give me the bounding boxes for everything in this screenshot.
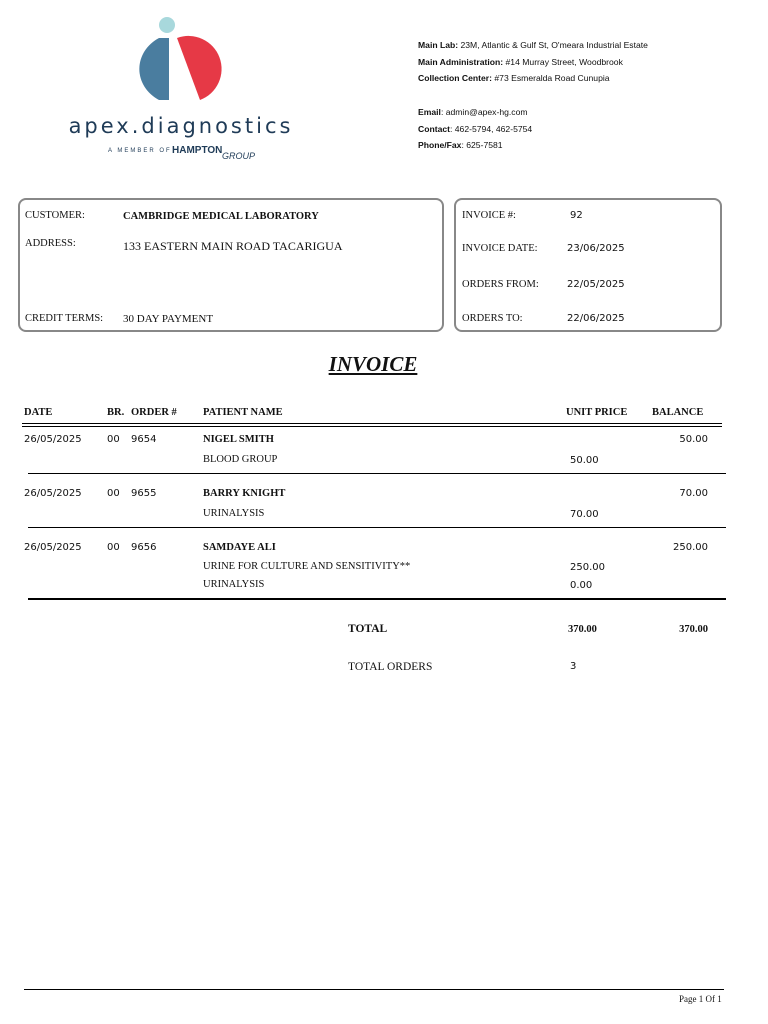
collection-label: Collection Center: [418, 73, 493, 83]
order-balance: 250.00 [673, 542, 708, 553]
phonefax-line: Phone/Fax: 625-7581 [418, 140, 503, 150]
orders-to-value: 22/06/2025 [567, 313, 625, 324]
test-price: 250.00 [570, 562, 605, 573]
main-lab-value: 23M, Atlantic & Gulf St, O'meara Industrial Estate [460, 40, 648, 50]
contact-value: 462-5794, 462-5754 [454, 124, 533, 134]
collection-line [418, 72, 610, 84]
total-orders-label: TOTAL ORDERS [348, 661, 433, 673]
email-line: Email: admin@apex-hg.com [418, 107, 528, 117]
invoice-number-value: 92 [570, 210, 583, 221]
test-name: BLOOD GROUP [203, 454, 278, 465]
order-date: 26/05/2025 [24, 542, 82, 553]
total-unit-price: 370.00 [568, 624, 597, 635]
patient-name: SAMDAYE ALI [203, 542, 276, 553]
order-date: 26/05/2025 [24, 488, 82, 499]
credit-terms-value: 30 DAY PAYMENT [123, 313, 214, 325]
patient-name: BARRY KNIGHT [203, 488, 286, 499]
test-price: 50.00 [570, 455, 599, 466]
logo-member-text: A MEMBER OF [108, 148, 172, 154]
test-name: URINALYSIS [203, 508, 265, 519]
table-end-rule [28, 598, 726, 600]
customer-name: CAMBRIDGE MEDICAL LABORATORY [123, 211, 319, 222]
order-number: 9654 [131, 434, 157, 445]
order-branch: 00 [107, 542, 120, 553]
invoice-number-label: INVOICE #: [462, 210, 516, 221]
email-label: Email [418, 107, 441, 117]
header-balance: BALANCE [652, 407, 704, 418]
orders-from-label: ORDERS FROM: [462, 279, 539, 290]
order-balance: 70.00 [679, 488, 708, 499]
main-lab-label: Main Lab: [418, 40, 459, 50]
invoice-title: INVOICE [328, 352, 418, 376]
address-value: 133 EASTERN MAIN ROAD TACARIGUA [123, 239, 343, 253]
header-order: ORDER # [131, 407, 177, 418]
phonefax-label: Phone/Fax [418, 140, 462, 150]
main-admin-label: Main Administration: [418, 57, 504, 67]
total-label: TOTAL [348, 623, 388, 635]
collection-value: #73 Esmeralda Road Cunupia [494, 73, 610, 83]
email-value: admin@apex-hg.com [445, 107, 528, 117]
credit-terms-label: CREDIT TERMS: [25, 313, 104, 324]
main-lab-line [418, 39, 648, 51]
order-number: 9655 [131, 488, 157, 499]
contact-line: Contact: 462-5794, 462-5754 [418, 124, 533, 134]
order-balance: 50.00 [679, 434, 708, 445]
patient-name: NIGEL SMITH [203, 434, 274, 445]
test-price: 70.00 [570, 509, 599, 520]
header-date: DATE [24, 407, 53, 418]
header-branch: BR. [107, 407, 125, 418]
test-price: 0.00 [570, 580, 593, 591]
main-admin-value: #14 Murray Street, Woodbrook [505, 57, 623, 67]
header-unit-price: UNIT PRICE [566, 407, 628, 418]
row-divider [28, 473, 726, 474]
orders-to-label: ORDERS TO: [462, 313, 523, 324]
header-rule-top [22, 423, 722, 424]
logo-mark-icon [50, 14, 312, 114]
orders-from-value: 22/05/2025 [567, 279, 625, 290]
header-patient: PATIENT NAME [203, 407, 283, 418]
logo-wordmark: apex.diagnostics [68, 114, 294, 138]
total-orders-count: 3 [570, 661, 577, 672]
order-date: 26/05/2025 [24, 434, 82, 445]
header-rule-bottom [22, 426, 722, 427]
row-divider [28, 527, 726, 528]
order-branch: 00 [107, 488, 120, 499]
order-number: 9656 [131, 542, 157, 553]
contact-label: Contact [418, 124, 450, 134]
order-branch: 00 [107, 434, 120, 445]
invoice-date-value: 23/06/2025 [567, 243, 625, 254]
logo-hampton: HAMPTON [172, 145, 223, 156]
total-balance: 370.00 [679, 624, 708, 635]
test-name: URINALYSIS [203, 579, 265, 590]
logo-group: GROUP [222, 151, 256, 161]
phonefax-value: 625-7581 [466, 140, 503, 150]
footer-rule [24, 989, 724, 990]
address-label: ADDRESS: [25, 238, 76, 249]
company-logo [50, 14, 312, 164]
customer-label: CUSTOMER: [25, 210, 85, 221]
invoice-date-label: INVOICE DATE: [462, 243, 538, 254]
test-name: URINE FOR CULTURE AND SENSITIVITY** [203, 561, 411, 572]
page-number: Page 1 Of 1 [679, 994, 722, 1004]
main-admin-line [418, 56, 623, 68]
